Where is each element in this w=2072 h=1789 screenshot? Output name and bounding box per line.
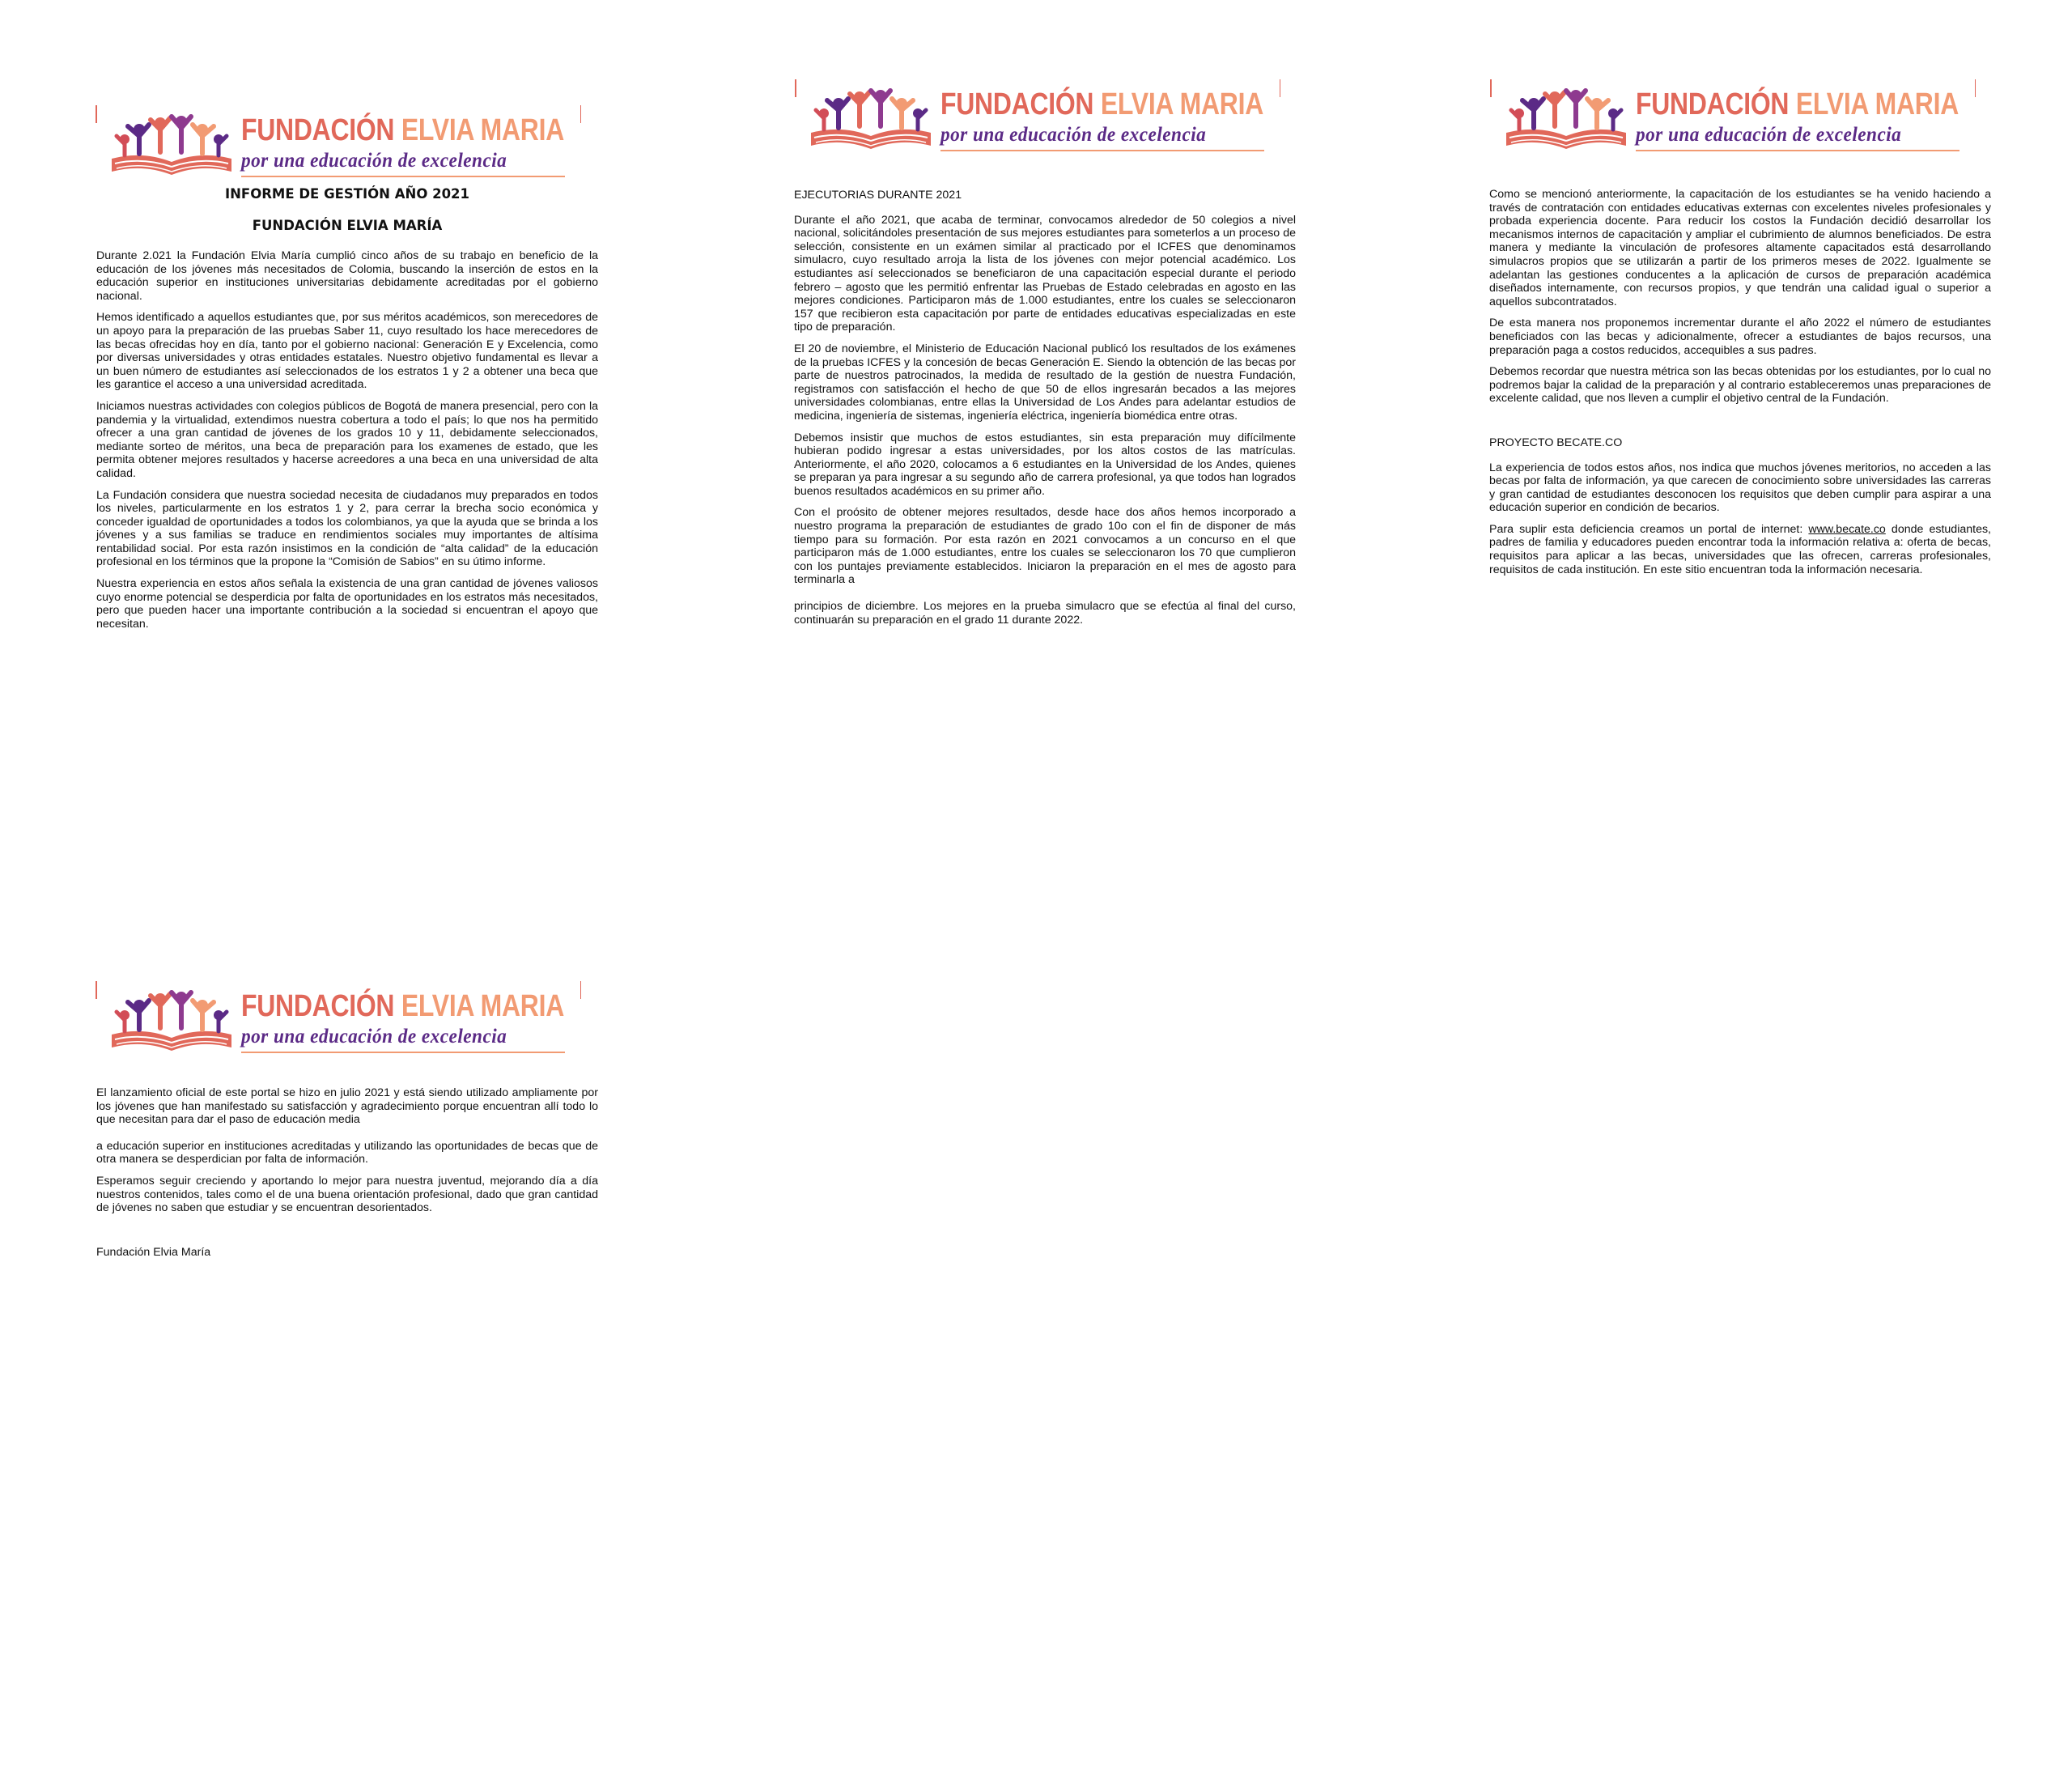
paragraph: [1489, 523, 1991, 576]
paragraph: Iniciamos nuestras actividades con colegios públicos de Bogotá de manera presencial, pero con la pandemia y la virtualidad, extendimos nuestra cobertura a todo el país; lo que nos ha permitido ofrecer a una gran cantidad de jóvenes de los grados 10 y 11, debidamente seleccionados, mediante sorteo de méritos, una beca de preparación para los examenes de estado, que les permita obtener mejores resultados y hacerse acreedores a una beca en una universidad de alta calidad.: [96, 399, 598, 480]
paragraph: Esperamos seguir creciendo y aportando lo mejor para nuestra juventud, mejorando día a día nuestros contenidos, tales como el de una buena orientación profesional, dado que gran cantidad de jóvenes no saben que estudiar y se encuentran desorientados.: [96, 1174, 598, 1215]
paragraph: La Fundación considera que nuestra sociedad necesita de ciudadanos muy preparados en todos los niveles, particularmente en los estratos 1 y 2, para cerrar la brecha socio económica y conceder igualdad de oportunidades a todos los colombianos, ya que la ayuda que se brinda a los jóvenes y a sus familias se traduce en rendimientos sociales muy importantes de altísima rentabilidad social. Por esta razón insistimos en la condición de “alta calidad” de la educación profesional en los términos que la propone la “Comisión de Sabios” en su útimo informe.: [96, 488, 598, 569]
logo-underline: [241, 176, 565, 177]
logo-underline: [940, 150, 1264, 151]
logo-underline: [1636, 150, 1959, 151]
paragraph: Debemos recordar que nuestra métrica son las becas obtenidas por los estudiantes, por lo cual no podremos bajar la calidad de la preparación y al contrario estableceremos unas preparaciones de excelente calidad, que nos lleven a cumplir el objetivo central de la Fundación.: [1489, 365, 1991, 406]
report-subtitle: FUNDACIÓN ELVIA MARÍA: [252, 218, 443, 233]
document-page-1: [0, 0, 696, 890]
logo-ruler-right: [580, 981, 582, 999]
paragraph: Con el proósito de obtener mejores resultados, desde hace dos años hemos incorporado a nuestro programa la preparación de estudiantes de grado 10o con el fin de disponer de más tiempo para su formación. Por esta razón en 2021 convocamos a un concurso en el que participaron más de 1.000 estudiantes, entre los cuales se seleccionaron los 70 que cumplieron con los puntajes previamente establecidos. Iniciaron la preparación en el mes de agosto para terminarla a: [794, 506, 1296, 587]
section-heading: PROYECTO BECATE.CO: [1489, 436, 1623, 449]
logo-tagline: por una educación de excelencia: [241, 150, 507, 172]
foundation-logo: [1490, 79, 1976, 160]
open-book-children-icon: [107, 112, 236, 181]
paragraph: Debemos insistir que muchos de estos estudiantes, sin esta preparación muy difícilmente hubieran podido ingresar a estas universidades, por los altos costos de las matrículas. Anteriormente, el año 2020, colocamos a 6 estudiantes en la Universidad de los Andes, quienes se preparan ya para ingresar a su segundo año de carrera profesional, ya que todos han logrados buenos resultados académicos en su primer año.: [794, 431, 1296, 498]
logo-ruler-left: [96, 981, 97, 999]
foundation-logo: [96, 981, 581, 1062]
paragraph: Nuestra experiencia en estos años señala la existencia de una gran cantidad de jóvenes valiosos cuyo enorme potencial se desperdicia por falta de oportunidades en los estratos más necesitados, pero que pueden hacer una importante contribución a la sociedad si encuentran el apoyo que necesitan.: [96, 577, 598, 631]
report-title: INFORME DE GESTIÓN AÑO 2021: [224, 186, 470, 202]
logo-name: FUNDACIÓN ELVIA MARIA: [940, 87, 1264, 121]
logo-tagline: por una educación de excelencia: [241, 1026, 507, 1047]
paragraph: a educación superior en instituciones acreditadas y utilizando las oportunidades de becas que de otra manera se desperdician por falta de información.: [96, 1139, 598, 1166]
document-page-3: [1392, 0, 2072, 890]
paragraph: De esta manera nos proponemos incrementar durante el año 2022 el número de estudiantes beneficiados con las becas y adicionalmente, ofrecer a estudiantes de bajos recursos, una preparación paga a costos reducidos, accequibles a sus padres.: [1489, 317, 1991, 357]
paragraph: Como se mencionó anteriormente, la capacitación de los estudiantes se ha venido haciendo a través de contratación con entidades educativas externas con excelentes niveles profesionales y probada experiencia docente. Para reducir los costos la Fundación decidió desarrollar los mecanismos internos de capacitación y ampliar el cubrimiento de alumnos beneficiados. De estra manera y mediante la vinculación de profesores altamente capacitados está desarrollando simulacros propios que se utilizarán a partir de los primeros meses de 2022. Igualmente se adelantan las gestiones conducentes a la aplicación de cursos de preparación académica diseñados internamente, con recursos propios, y que tendrán una calidad igual o superior a aquellos subcontratados.: [1489, 188, 1991, 308]
logo-tagline: por una educación de excelencia: [1636, 124, 1902, 146]
open-book-children-icon: [806, 86, 936, 155]
logo-tagline: por una educación de excelencia: [940, 124, 1207, 146]
logo-name: FUNDACIÓN ELVIA MARIA: [1636, 87, 1959, 121]
logo-name: FUNDACIÓN ELVIA MARIA: [241, 989, 565, 1023]
becate-link[interactable]: www.becate.co: [1808, 522, 1886, 536]
foundation-logo: [96, 105, 581, 186]
logo-ruler-left: [795, 79, 796, 97]
document-page-4: [0, 899, 696, 1789]
paragraph: El 20 de noviembre, el Ministerio de Educación Nacional publicó los resultados de los exámenes de la pruebas ICFES y la concesión de becas Generación E. Siendo la obtención de las becas por parte de nuestros patrocinados, la medida de resultado de la gestión de nuestra Fundación, registramos con satisfacción el hecho de que 50 de ellos ingresarán becados a las mejores universidades colombianas, entre ellas la Universidad de Los Andes para adelantar estudios de medicina, ingeniería de sistemas, ingeniería eléctrica, ingeniería biomédica entre otras.: [794, 342, 1296, 423]
logo-underline: [241, 1052, 565, 1053]
paragraph: El lanzamiento oficial de este portal se hizo en julio 2021 y está siendo utilizado ampliamente por los jóvenes que han manifestado su satisfacción y agradecimiento porque encuentran allí todo lo que necesitan para dar el paso de educación media: [96, 1086, 598, 1127]
logo-name: FUNDACIÓN ELVIA MARIA: [241, 113, 565, 147]
page-1-body: [96, 186, 598, 639]
open-book-children-icon: [1501, 86, 1631, 155]
portal-text-before: Para suplir esta deficiencia creamos un portal de internet:: [1489, 522, 1809, 536]
document-page-2: [696, 0, 1392, 890]
portal-text-after: donde estudiantes, padres de familia y educadores pueden encontrar toda la información relativa a: oferta de becas, requisitos para aplicar a las becas, universidades que las ofrecen, carreras profesionales, requisitos de cada institución. En este sitio encuentran toda la información necesaria.: [1489, 522, 1992, 576]
page-4-body: [96, 1086, 598, 1267]
section-heading: EJECUTORIAS DURANTE 2021: [794, 189, 962, 202]
paragraph: Durante 2.021 la Fundación Elvia María cumplió cinco años de su trabajo en beneficio de la educación de los jóvenes más necesitados de Colomia, buscando la inserción de estos en la educación superior en instituciones universitarias debidamente acreditadas por el gobierno nacional.: [96, 249, 598, 303]
open-book-children-icon: [107, 988, 236, 1057]
foundation-logo: [795, 79, 1280, 160]
signature: Fundación Elvia María: [96, 1245, 211, 1259]
logo-ruler-right: [1975, 79, 1976, 97]
page-3-body: [1489, 188, 1991, 584]
paragraph: Hemos identificado a aquellos estudiantes que, por sus méritos académicos, son merecedores de un apoyo para la preparación de las pruebas Saber 11, cuyo resultado los hace merecedores de las becas ofrecidas hoy en día, tanto por el gobierno nacional: Generación E y Excelencia, como por diversas universidades y otras entidades estatales. Nuestro objetivo fundamental es llevar a un buen número de estudiantes así seleccionados de los estratos 1 y 2 a obtener una beca que les garantice el acceso a una universidad acreditada.: [96, 311, 598, 392]
logo-ruler-left: [96, 105, 97, 123]
paragraph: La experiencia de todos estos años, nos indica que muchos jóvenes meritorios, no acceden a las becas por falta de información, ya que carecen de conocimiento sobre universidades las carreras y gran cantidad de estudiantes desconocen los requisitos que deben cumplir para aspirar a una educación superior en condición de becarios.: [1489, 461, 1991, 515]
paragraph: Durante el año 2021, que acaba de terminar, convocamos alrededor de 50 colegios a nivel nacional, solicitándoles presentación de sus mejores estudiantes para someterlos a un proceso de selección, consistente en un exámen similar al practicado por el ICFES que denominamos simulacro, cuyo resultado arroja la lista de los jóvenes con mejor potencial académico. Los estudiantes así seleccionados se beneficiaron de una capacitación especial durante el periodo febrero – agosto que les permitió enfrentar las Pruebas de Estado celebradas en agosto en las mejores condiciones. Participaron más de 1.000 estudiantes, entre los cuales se seleccionaron 157 que recibieron esta capacitación por parte de entidades educativas especializadas en este tipo de preparación.: [794, 213, 1296, 334]
logo-ruler-right: [580, 105, 582, 123]
page-2-body: [794, 189, 1296, 635]
logo-ruler-right: [1280, 79, 1281, 97]
logo-ruler-left: [1490, 79, 1492, 97]
paragraph: principios de diciembre. Los mejores en la prueba simulacro que se efectúa al final del curso, continuarán su preparación en el grado 11 durante 2022.: [794, 600, 1296, 627]
